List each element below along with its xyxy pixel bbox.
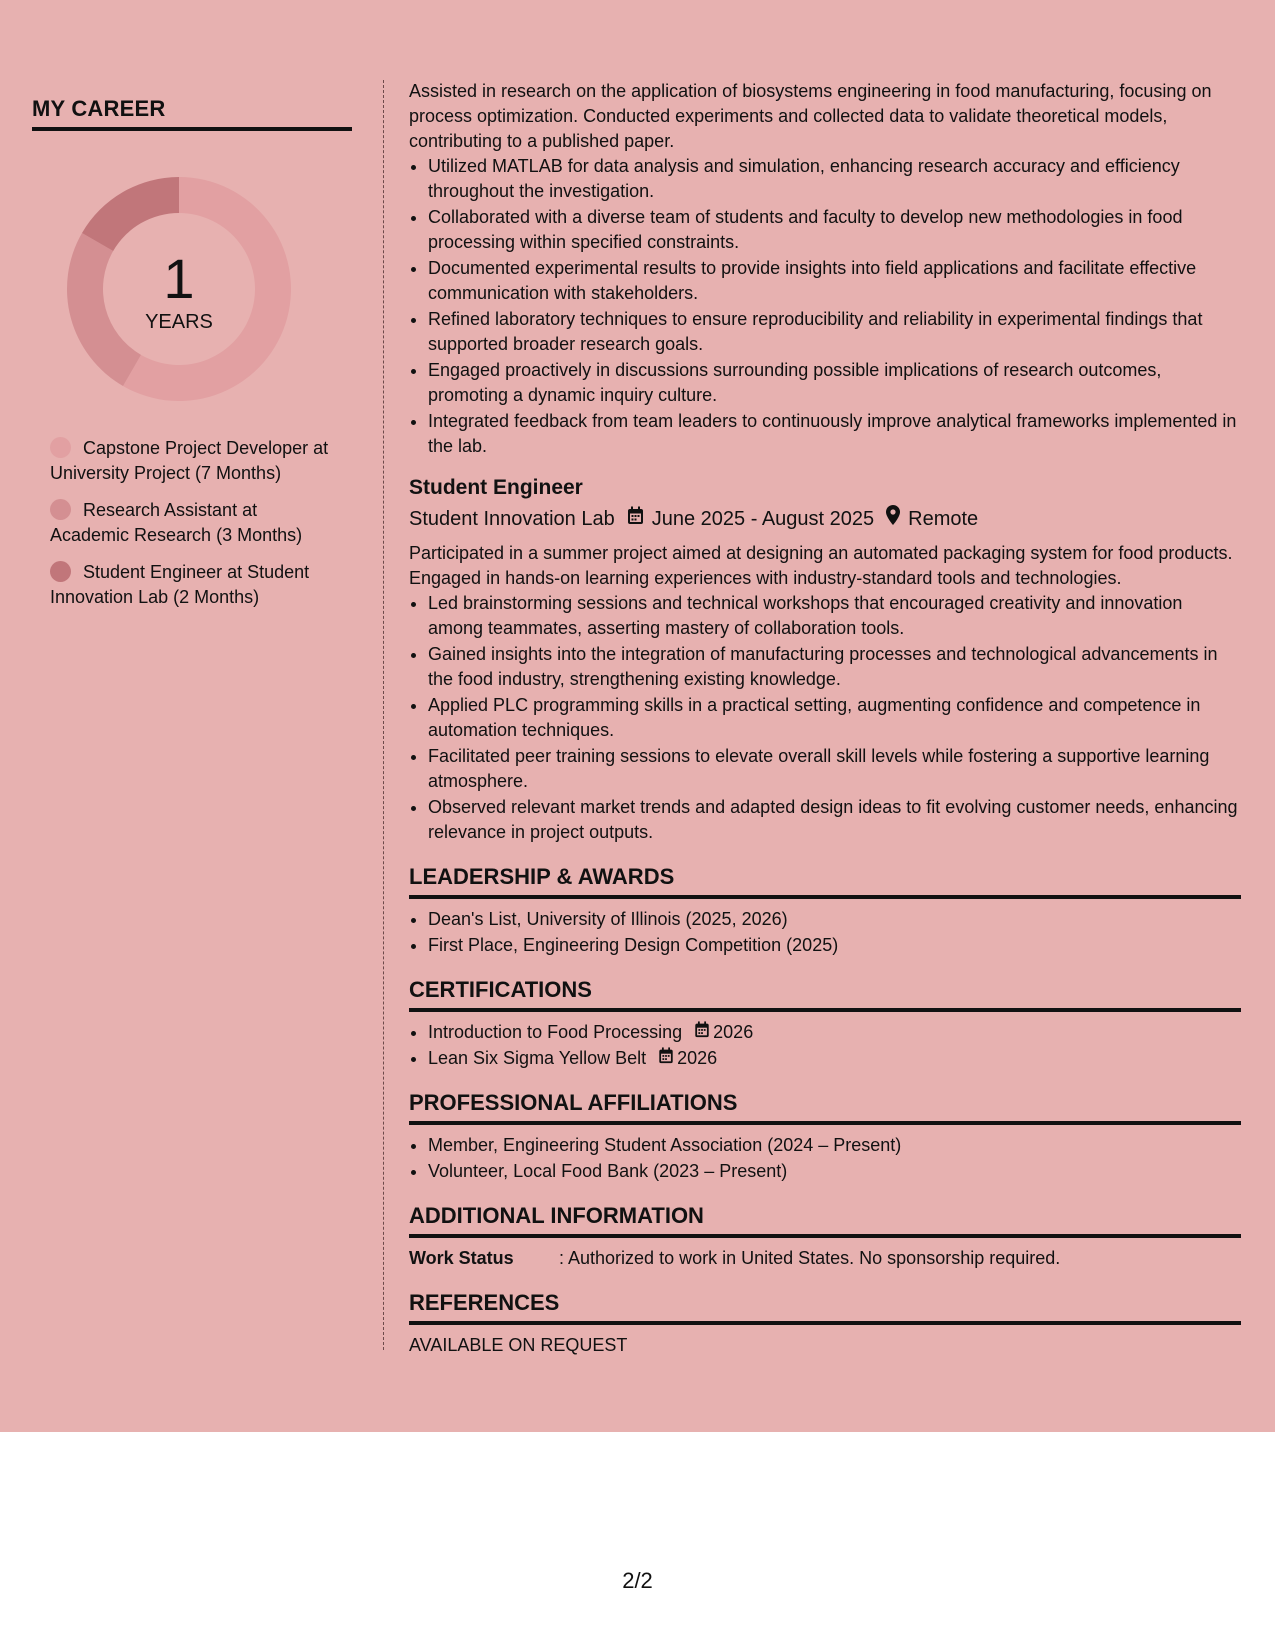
legend-label: Student Engineer at Student Innovation Lab (2 Months) bbox=[50, 562, 310, 607]
research-bullet: • Collaborated with a diverse team of students and faculty to develop new methodologies in food processing within specified constraints. bbox=[428, 205, 1241, 255]
research-summary: Assisted in research on the application of biosystems engineering in food manufacturing, focusing on process optimization. Conducted experiments and collected data to validate theoretical models, contributing to a published paper. bbox=[409, 81, 1212, 151]
job-summary: Participated in a summer project aimed at designing an automated packaging system for food products. Engaged in hands-on learning experiences with industry-standard tools and technologies. bbox=[409, 543, 1233, 588]
job-bullet: • Applied PLC programming skills in a practical setting, augmenting confidence and competence in automation techniques. bbox=[428, 693, 1241, 743]
legend-item bbox=[50, 560, 330, 610]
affiliations-list bbox=[409, 1133, 1241, 1184]
legend-label: Research Assistant at Academic Research (3 Months) bbox=[50, 500, 303, 545]
legend-dot bbox=[50, 561, 71, 582]
affiliations-heading: PROFESSIONAL AFFILIATIONS bbox=[409, 1089, 1241, 1125]
career-legend bbox=[50, 436, 330, 622]
legend-label: Capstone Project Developer at University Project (7 Months) bbox=[50, 438, 329, 483]
research-bullet: • Refined laboratory techniques to ensure reproducibility and reliability in experimental findings that supported broader research goals. bbox=[428, 307, 1241, 357]
career-sidebar bbox=[32, 96, 352, 607]
certification-name: Lean Six Sigma Yellow Belt bbox=[428, 1048, 647, 1068]
references-text: AVAILABLE ON REQUEST bbox=[409, 1335, 628, 1355]
career-total-unit: YEARS bbox=[145, 310, 213, 333]
leadership-item: • First Place, Engineering Design Competition (2025) bbox=[428, 933, 1241, 958]
job-dates: June 2025 - August 2025 bbox=[651, 508, 875, 530]
certification-name: Introduction to Food Processing bbox=[428, 1022, 683, 1042]
legend-dot bbox=[50, 499, 71, 520]
job-title: Student Engineer bbox=[409, 476, 583, 499]
certification-year: 2026 bbox=[677, 1048, 718, 1068]
work-status-label: Work Status bbox=[409, 1248, 514, 1268]
career-total-number: 1 bbox=[163, 246, 195, 310]
job-bullet: • Gained insights into the integration of manufacturing processes and technological advancements in the food industry, strengthening existing knowledge. bbox=[428, 642, 1241, 692]
work-status-row bbox=[409, 1246, 1241, 1271]
leadership-heading: LEADERSHIP & AWARDS bbox=[409, 863, 1241, 899]
job-meta bbox=[409, 503, 1241, 535]
leadership-list bbox=[409, 907, 1241, 958]
research-bullets bbox=[409, 154, 1241, 459]
affiliation-item: • Volunteer, Local Food Bank (2023 – Present) bbox=[428, 1159, 1241, 1184]
work-status-value: : Authorized to work in United States. No sponsorship required. bbox=[559, 1248, 1061, 1268]
job-bullet: • Facilitated peer training sessions to elevate overall skill levels while fostering a supportive learning atmosphere. bbox=[428, 744, 1241, 794]
job-bullet: • Observed relevant market trends and adapted design ideas to fit evolving customer needs, enhancing relevance in project outputs. bbox=[428, 795, 1241, 845]
certifications-list bbox=[409, 1020, 1241, 1071]
research-bullet: • Utilized MATLAB for data analysis and simulation, enhancing research accuracy and efficiency throughout the investigation. bbox=[428, 154, 1241, 204]
job-location: Remote bbox=[908, 508, 979, 530]
legend-dot bbox=[50, 437, 71, 458]
calendar-icon bbox=[694, 1020, 713, 1045]
leadership-item: • Dean's List, University of Illinois (2025, 2026) bbox=[428, 907, 1241, 932]
certifications-heading: CERTIFICATIONS bbox=[409, 976, 1241, 1012]
references-heading: REFERENCES bbox=[409, 1289, 1241, 1325]
career-title: MY CAREER bbox=[32, 96, 352, 131]
certification-year: 2026 bbox=[713, 1022, 754, 1042]
calendar-icon bbox=[658, 1046, 677, 1071]
experience-column bbox=[409, 79, 1241, 1358]
certification-item bbox=[428, 1046, 1241, 1071]
job-bullets bbox=[409, 591, 1241, 845]
location-pin-icon bbox=[886, 503, 900, 535]
research-bullet: • Integrated feedback from team leaders to continuously improve analytical frameworks implemented in the lab. bbox=[428, 409, 1241, 459]
column-divider bbox=[383, 80, 384, 1350]
research-bullet: • Engaged proactively in discussions surrounding possible implications of research outcomes, promoting a dynamic inquiry culture. bbox=[428, 358, 1241, 408]
job-company: Student Innovation Lab bbox=[409, 508, 615, 530]
certification-item bbox=[428, 1020, 1241, 1045]
job-bullet: • Led brainstorming sessions and technical workshops that encouraged creativity and innovation among teammates, asserting mastery of collaboration tools. bbox=[428, 591, 1241, 641]
legend-item bbox=[50, 498, 330, 548]
calendar-icon bbox=[627, 503, 644, 535]
additional-heading: ADDITIONAL INFORMATION bbox=[409, 1202, 1241, 1238]
legend-item bbox=[50, 436, 330, 486]
affiliation-item: • Member, Engineering Student Association (2024 – Present) bbox=[428, 1133, 1241, 1158]
page-number: 2/2 bbox=[622, 1568, 653, 1593]
career-donut-chart bbox=[66, 176, 292, 402]
research-bullet: • Documented experimental results to provide insights into field applications and facilitate effective communication with stakeholders. bbox=[428, 256, 1241, 306]
